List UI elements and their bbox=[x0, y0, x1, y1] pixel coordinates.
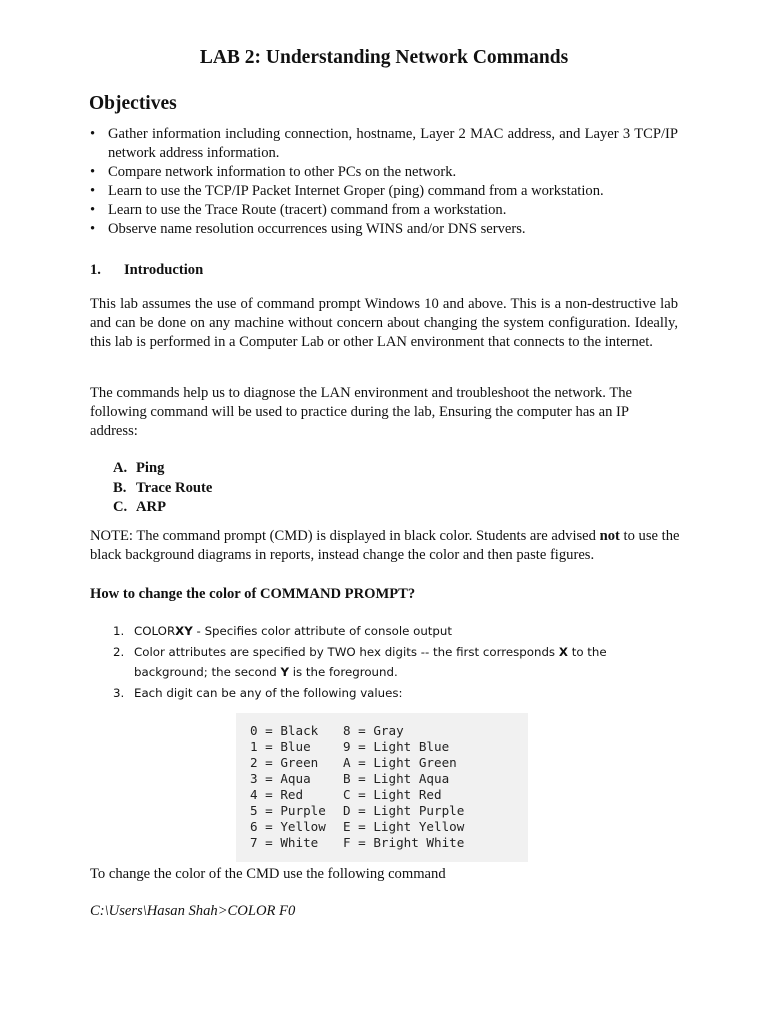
command-example: C:\Users\Hasan Shah>COLOR F0 bbox=[90, 903, 296, 919]
howto-heading: How to change the color of COMMAND PROMPT? bbox=[90, 586, 416, 602]
command-label: Ping bbox=[136, 460, 165, 476]
list-item bbox=[113, 498, 212, 518]
step-text: is the foreground. bbox=[288, 665, 398, 679]
color-entry: D = Light Purple bbox=[343, 803, 465, 818]
intro-paragraph: This lab assumes the use of command prompt Windows 10 and above. This is a non-destructive lab and can be done on any machine without concern about changing the system configuration. Ideally, this lab is performed in a Computer Lab or other LAN environment that connects to the internet. bbox=[90, 296, 678, 350]
color-entry: F = Bright White bbox=[343, 835, 465, 850]
step-number: 3. bbox=[113, 686, 125, 700]
command-list bbox=[113, 459, 212, 518]
step-number: 2. bbox=[113, 645, 125, 659]
step-emphasis: X bbox=[558, 645, 568, 659]
step-text: - Specifies color attribute of console output bbox=[192, 624, 453, 638]
note-text: to use the black background diagrams in reports, instead change the color and then paste figures. bbox=[90, 528, 680, 563]
list-item: • Gather information including connection, hostname, Layer 2 MAC address, and Layer 3 TCP/IP network address information. bbox=[90, 125, 678, 163]
objectives-heading: Objectives bbox=[89, 93, 177, 114]
instruction-text: To change the color of the CMD use the following command bbox=[90, 866, 446, 882]
note-text: NOTE: The command prompt (CMD) is displayed in black color. Students are advised bbox=[90, 528, 600, 544]
list-item bbox=[113, 479, 212, 499]
color-entry: E = Light Yellow bbox=[343, 819, 465, 834]
list-item bbox=[113, 683, 683, 703]
list-marker: C. bbox=[113, 499, 128, 515]
step-emphasis: Y bbox=[280, 665, 289, 679]
list-item bbox=[113, 642, 683, 682]
color-entry: 5 = Purple bbox=[250, 803, 326, 818]
commands-paragraph: The commands help us to diagnose the LAN environment and troubleshoot the network. The following command will be used to practice during the lab, Ensuring the computer has an IP address: bbox=[90, 385, 633, 439]
color-entry: 2 = Green bbox=[250, 755, 319, 770]
list-item bbox=[113, 459, 212, 479]
color-entry: 3 = Aqua bbox=[250, 771, 311, 786]
command-label: ARP bbox=[136, 499, 166, 515]
color-entry: 0 = Black bbox=[250, 723, 319, 738]
section-title: Introduction bbox=[124, 262, 204, 278]
list-item: • Observe name resolution occurrences using WINS and/or DNS servers. bbox=[90, 220, 678, 239]
color-entry: 6 = Yellow bbox=[250, 819, 326, 834]
document-title: LAB 2: Understanding Network Commands bbox=[199, 47, 569, 68]
section-number: 1. bbox=[90, 262, 101, 278]
step-number: 1. bbox=[113, 624, 125, 638]
step-text: Each digit can be any of the following values: bbox=[134, 686, 403, 700]
note-emphasis: not bbox=[599, 528, 620, 544]
color-entry: 1 = Blue bbox=[250, 739, 311, 754]
list-marker: A. bbox=[113, 460, 128, 476]
step-text: Color attributes are specified by TWO hex digits -- the first corresponds bbox=[134, 645, 559, 659]
color-entry: A = Light Green bbox=[343, 755, 457, 770]
color-entry: 8 = Gray bbox=[343, 723, 404, 738]
list-marker: B. bbox=[113, 479, 127, 496]
color-entry: C = Light Red bbox=[343, 787, 442, 802]
color-column-right bbox=[343, 723, 464, 851]
color-column-left bbox=[250, 723, 326, 851]
list-item: • Learn to use the TCP/IP Packet Internet Groper (ping) command from a workstation. bbox=[90, 182, 678, 201]
steps-list bbox=[113, 621, 683, 704]
color-code-table bbox=[236, 713, 528, 862]
list-item: • Compare network information to other PCs on the network. bbox=[90, 163, 678, 182]
list-item: • Learn to use the Trace Route (tracert) command from a workstation. bbox=[90, 201, 678, 220]
color-entry: 4 = Red bbox=[250, 787, 304, 802]
color-entry: 7 = White bbox=[250, 835, 319, 850]
list-item bbox=[113, 621, 683, 641]
note-paragraph bbox=[90, 527, 680, 565]
command-label: Trace Route bbox=[136, 479, 213, 496]
introduction-heading bbox=[90, 261, 203, 280]
step-emphasis: XY bbox=[175, 624, 193, 638]
color-entry: B = Light Aqua bbox=[343, 771, 450, 786]
step-text: COLOR bbox=[134, 624, 176, 638]
objectives-list bbox=[90, 125, 678, 239]
step-text: to the background; the second bbox=[134, 645, 607, 679]
color-entry: 9 = Light Blue bbox=[343, 739, 450, 754]
